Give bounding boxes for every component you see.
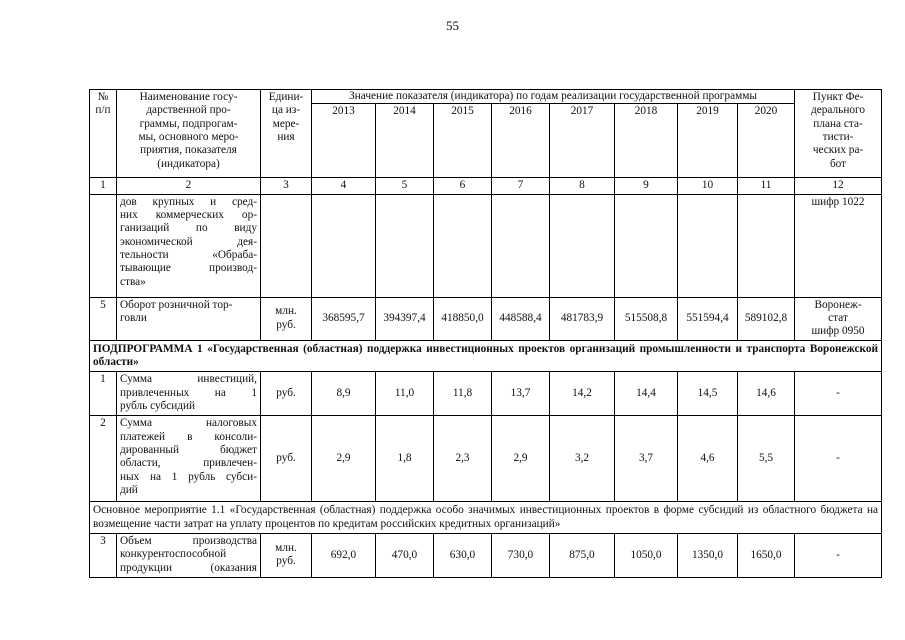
column-number: 9 — [615, 178, 678, 194]
header-col-unit: Едини- ца из- мере- ния — [261, 90, 312, 178]
value-cell: 11,8 — [434, 372, 492, 416]
value-cell: 3,2 — [550, 416, 615, 502]
value-cell: 515508,8 — [615, 297, 678, 340]
value-cell: 1350,0 — [678, 533, 738, 577]
column-number: 6 — [434, 178, 492, 194]
indicator-table — [89, 89, 882, 578]
value-cell: 551594,4 — [678, 297, 738, 340]
unit: млн. руб. — [261, 297, 312, 340]
value-cell: 14,6 — [738, 372, 795, 416]
unit: руб. — [261, 416, 312, 502]
value-cell: 1650,0 — [738, 533, 795, 577]
column-number-row — [90, 178, 882, 194]
column-number: 11 — [738, 178, 795, 194]
column-number: 7 — [492, 178, 550, 194]
column-number: 8 — [550, 178, 615, 194]
header-col-name: Наименование госу- дарственной про- граммы, подпрогам- мы, основного меро- приятия, показателя (индикатора) — [117, 90, 261, 178]
row-number: 3 — [90, 533, 117, 577]
year-header: 2020 — [738, 104, 795, 178]
value-cell: 2,9 — [492, 416, 550, 502]
row-number: 5 — [90, 297, 117, 340]
header-col-values: Значение показателя (индикатора) по годам реализации государственной программы — [312, 90, 795, 104]
column-number: 12 — [795, 178, 882, 194]
value-cell: 730,0 — [492, 533, 550, 577]
value-cell: 589102,8 — [738, 297, 795, 340]
plan-code: - — [795, 372, 882, 416]
main-event-title: Основное мероприятие 1.1 «Государственная (областная) поддержка особо значимых инвестиционных проектов в форме субсидий из областного бюджета на возмещение части затрат на уплату процентов по кредитам российских кредитных организаций» — [90, 502, 882, 534]
table-row-2 — [90, 416, 882, 502]
year-header: 2016 — [492, 104, 550, 178]
table-row-continuation — [90, 194, 882, 297]
year-header: 2017 — [550, 104, 615, 178]
year-header: 2018 — [615, 104, 678, 178]
column-number: 10 — [678, 178, 738, 194]
indicator-name: Сумма налоговых платежей в консоли- дированный бюджет области, привлечен- ных на 1 рубль субси- дий — [117, 416, 261, 502]
table-row-3 — [90, 533, 882, 577]
plan-code: - — [795, 416, 882, 502]
subprogram-title: ПОДПРОГРАММА 1 «Государственная (областная) поддержка инвестиционных проектов организаций промышленности и транспорта Воронежской области» — [90, 340, 882, 372]
year-header: 2015 — [434, 104, 492, 178]
value-cell: 470,0 — [376, 533, 434, 577]
column-number: 2 — [117, 178, 261, 194]
year-header: 2013 — [312, 104, 376, 178]
column-number: 4 — [312, 178, 376, 194]
value-cell: 3,7 — [615, 416, 678, 502]
plan-code: Воронеж- стат шифр 0950 — [795, 297, 882, 340]
year-header: 2019 — [678, 104, 738, 178]
table-row-1 — [90, 372, 882, 416]
page-number: 55 — [446, 18, 459, 33]
value-cell: 394397,4 — [376, 297, 434, 340]
header-col-no: № п/п — [90, 90, 117, 178]
indicator-name: Сумма инвестиций, привлеченных на 1 рубль субсидий — [117, 372, 261, 416]
value-cell: 1050,0 — [615, 533, 678, 577]
unit: руб. — [261, 372, 312, 416]
value-cell: 2,3 — [434, 416, 492, 502]
indicator-name: Объем производства конкурентоспособной продукции (оказания — [117, 533, 261, 577]
subprogram-title-row — [90, 340, 882, 372]
value-cell: 8,9 — [312, 372, 376, 416]
value-cell: 13,7 — [492, 372, 550, 416]
value-cell: 418850,0 — [434, 297, 492, 340]
column-number: 5 — [376, 178, 434, 194]
value-cell: 630,0 — [434, 533, 492, 577]
value-cell: 11,0 — [376, 372, 434, 416]
row-number: 2 — [90, 416, 117, 502]
main-event-title-row — [90, 502, 882, 534]
header-col-plan: Пункт Фе- дерального плана ста- тисти- ческих ра- бот — [795, 90, 882, 178]
value-cell: 368595,7 — [312, 297, 376, 340]
value-cell: 5,5 — [738, 416, 795, 502]
plan-code: шифр 1022 — [795, 194, 882, 297]
value-cell: 14,4 — [615, 372, 678, 416]
value-cell: 875,0 — [550, 533, 615, 577]
table-header-row — [90, 90, 882, 104]
value-cell: 2,9 — [312, 416, 376, 502]
value-cell: 1,8 — [376, 416, 434, 502]
value-cell: 692,0 — [312, 533, 376, 577]
value-cell: 4,6 — [678, 416, 738, 502]
value-cell: 448588,4 — [492, 297, 550, 340]
value-cell: 14,2 — [550, 372, 615, 416]
table-row-5 — [90, 297, 882, 340]
row-number: 1 — [90, 372, 117, 416]
year-header: 2014 — [376, 104, 434, 178]
indicator-name: Оборот розничной тор- говли — [117, 297, 261, 340]
value-cell: 14,5 — [678, 372, 738, 416]
column-number: 3 — [261, 178, 312, 194]
value-cell: 481783,9 — [550, 297, 615, 340]
indicator-name: дов крупных и сред- них коммерческих ор- ганизаций по виду экономической дея- тельности «Обраба- тывающие производ- ства» — [117, 194, 261, 297]
unit: млн. руб. — [261, 533, 312, 577]
column-number: 1 — [90, 178, 117, 194]
plan-code: - — [795, 533, 882, 577]
